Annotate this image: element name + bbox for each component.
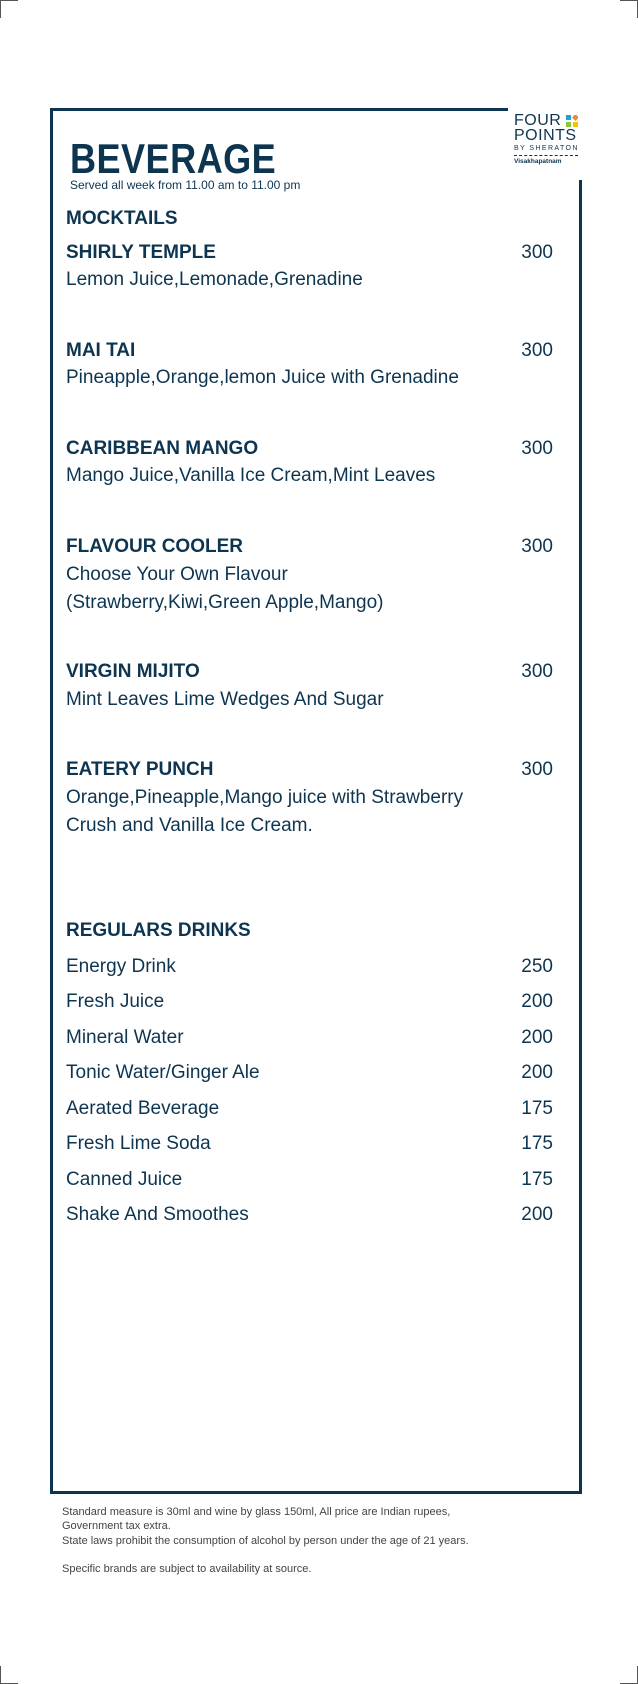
regular-item-price: 200 bbox=[521, 1204, 553, 1225]
regular-item-price: 200 bbox=[521, 1027, 553, 1048]
regular-item-price: 200 bbox=[521, 991, 553, 1012]
menu-item-description: Mint Leaves Lime Wedges And Sugar bbox=[66, 689, 384, 710]
menu-item-description: Choose Your Own Flavour (Strawberry,Kiwi,Green Apple,Mango) bbox=[66, 564, 384, 613]
footnote-age-law: State laws prohibit the consumption of alcohol by person under the age of 21 years. bbox=[62, 1535, 469, 1547]
menu-item-price: 300 bbox=[521, 759, 553, 780]
logo-location: Visakhapatnam bbox=[514, 158, 562, 165]
menu-item-description: Lemon Juice,Lemonade,Grenadine bbox=[66, 269, 363, 290]
serving-hours: Served all week from 11.00 am to 11.00 pm bbox=[70, 178, 301, 192]
menu-item-description: Pineapple,Orange,lemon Juice with Grenadine bbox=[66, 367, 459, 388]
regular-item-name: Energy Drink bbox=[66, 956, 176, 977]
menu-item-price: 300 bbox=[521, 661, 553, 682]
regular-item-price: 175 bbox=[521, 1133, 553, 1154]
crop-mark-top-left bbox=[0, 0, 1, 18]
menu-item-name: SHIRLY TEMPLE bbox=[66, 242, 216, 263]
regular-item-name: Shake And Smoothes bbox=[66, 1204, 249, 1225]
logo-word-four: FOUR bbox=[514, 112, 562, 129]
crop-mark-top-left-h bbox=[0, 0, 18, 1]
regular-item-name: Aerated Beverage bbox=[66, 1098, 220, 1119]
regular-item-name: Fresh Juice bbox=[66, 991, 165, 1012]
menu-item-name: EATERY PUNCH bbox=[66, 759, 214, 780]
regular-item-name: Tonic Water/Ginger Ale bbox=[66, 1062, 260, 1083]
crop-mark-top-right-h bbox=[620, 0, 638, 1]
menu-item-name: MAI TAI bbox=[66, 340, 136, 361]
footnote-measures: Standard measure is 30ml and wine by glass 150ml, All price are Indian rupees, bbox=[62, 1506, 451, 1518]
menu-item-price: 300 bbox=[521, 242, 553, 263]
hotel-logo bbox=[514, 113, 586, 165]
menu-item-price: 300 bbox=[521, 536, 553, 557]
menu-item-description: Mango Juice,Vanilla Ice Cream,Mint Leaves bbox=[66, 465, 436, 486]
logo-by-sheraton: BY SHERATON bbox=[514, 145, 579, 152]
section-heading-regulars: REGULARS DRINKS bbox=[66, 920, 251, 941]
menu-item-name: VIRGIN MIJITO bbox=[66, 661, 200, 682]
logo-word-points: POINTS bbox=[514, 127, 577, 144]
footnote-brands: Specific brands are subject to availability at source. bbox=[62, 1563, 312, 1575]
logo-mark-icon bbox=[566, 115, 578, 127]
regular-item-price: 200 bbox=[521, 1062, 553, 1083]
regular-item-name: Mineral Water bbox=[66, 1027, 184, 1048]
menu-item-description: Orange,Pineapple,Mango juice with Strawberry Crush and Vanilla Ice Cream. bbox=[66, 787, 464, 836]
regular-item-price: 175 bbox=[521, 1169, 553, 1190]
menu-item-name: CARIBBEAN MANGO bbox=[66, 438, 259, 459]
menu-item-price: 300 bbox=[521, 340, 553, 361]
menu-item-price: 300 bbox=[521, 438, 553, 459]
regular-item-price: 250 bbox=[521, 956, 553, 977]
regular-item-price: 175 bbox=[521, 1098, 553, 1119]
menu-item-name: FLAVOUR COOLER bbox=[66, 536, 243, 557]
footnote-tax: Government tax extra. bbox=[62, 1520, 171, 1532]
page-title: BEVERAGE bbox=[70, 135, 277, 182]
logo-divider bbox=[514, 155, 578, 156]
section-heading-mocktails: MOCKTAILS bbox=[66, 208, 178, 229]
regular-item-name: Fresh Lime Soda bbox=[66, 1133, 211, 1154]
crop-mark-bottom-left bbox=[0, 1666, 1, 1684]
regular-item-name: Canned Juice bbox=[66, 1169, 183, 1190]
